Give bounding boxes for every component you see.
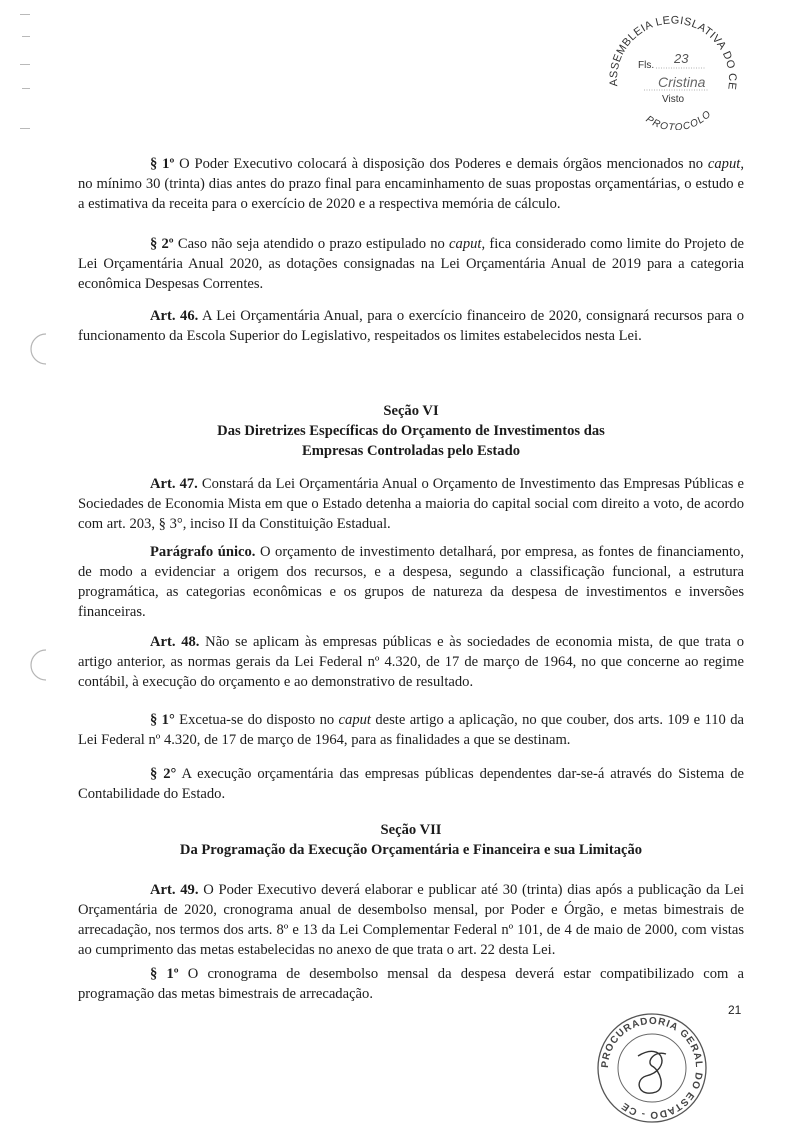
- seal-signature: [638, 1051, 666, 1093]
- stamp-signature: Cristina: [658, 74, 706, 90]
- paragraph-italic: caput: [449, 236, 482, 252]
- margin-mark: [20, 128, 30, 129]
- paragraph-italic: caput: [707, 156, 741, 172]
- paragraph-label: Art. 47.: [150, 476, 198, 492]
- paragraph: [78, 710, 744, 750]
- paragraph-text: A execução orçamentária das empresas públicas dependentes dar-se-á através do Sistema de Contabilidade do Estado.: [78, 766, 744, 802]
- paragraph: [78, 880, 744, 960]
- paragraph: [78, 764, 744, 804]
- paragraph: [78, 306, 744, 346]
- paragraph-label: Art. 48.: [150, 634, 200, 650]
- punch-hole-mark: [28, 646, 48, 686]
- section-title: Seção VI: [383, 403, 439, 419]
- paragraph-text: deste artigo a aplicação, no que couber, dos arts. 109 e 110 da Lei Federal nº 4.320, de 17 de março de 1964, para as finalidades a que se destinam.: [78, 712, 744, 748]
- paragraph-label: Art. 49.: [150, 882, 199, 898]
- paragraph-label: Art. 46.: [150, 308, 199, 324]
- margin-mark: [22, 88, 30, 89]
- seal-ring-text: PROCURADORIA GERAL DO ESTADO - CE: [599, 1015, 705, 1121]
- paragraph: [78, 542, 744, 622]
- stamp-fls-label: Fls.: [638, 60, 655, 71]
- paragraph-label: Parágrafo único.: [150, 544, 256, 560]
- page-number: 21: [728, 1003, 742, 1017]
- paragraph-text: , fica considerado como limite do Projeto de Lei Orçamentária Anual 2020, as dotações consignadas na Lei Orçamentária Anual de 2019 para a categoria econômica Despesas Correntes.: [78, 236, 745, 292]
- paragraph-text: O cronograma de desembolso mensal da despesa deverá estar compatibilizado com a programação das metas bimestrais de arrecadação.: [78, 966, 744, 1002]
- paragraph-label: § 1º: [150, 156, 175, 172]
- section-subtitle: Das Diretrizes Específicas do Orçamento de Investimentos das: [217, 423, 605, 439]
- paragraph-text: O Poder Executivo deverá elaborar e publicar até 30 (trinta) dias após a publicação da Lei Orçamentária de 2020, cronograma anual de desembolso mensal, por Poder e Órgão, e metas bimestrais de arrecadação, nos termos dos arts. 8º e 13 da Lei Complementar Federal nº 101, de 4 de maio de 2000, com vistas ao cumprimento das metas estabelecidas no anexo de que trata o art. 22 desta Lei.: [78, 882, 745, 958]
- paragraph-text: A Lei Orçamentária Anual, para o exercício financeiro de 2020, consignará recursos para o funcionamento da Escola Superior do Legislativo, respeitados os limites estabelecidos nesta Lei.: [78, 308, 744, 344]
- paragraph: [78, 474, 744, 534]
- paragraph: [78, 154, 744, 214]
- paragraph-label: § 1°: [150, 712, 175, 728]
- margin-mark: [20, 64, 30, 65]
- paragraph-text: Caso não seja atendido o prazo estipulado no: [173, 236, 450, 252]
- margin-mark: [22, 36, 30, 37]
- stamp-ring-bottom: PROTOCOLO: [643, 108, 714, 130]
- section-subtitle: Empresas Controladas pelo Estado: [302, 443, 520, 459]
- section-title: Seção VII: [380, 822, 442, 838]
- section-heading: [78, 820, 744, 860]
- paragraph-text: O orçamento de investimento detalhará, por empresa, as fontes de financiamento, de modo a evidenciar a origem dos recursos, e a despesa, segundo a classificação funcional, a estrutura programática, as categorias econômicas e os grupos de natureza da despesa de investimentos e inversões financeiras.: [78, 544, 744, 620]
- paragraph: [78, 632, 744, 692]
- paragraph-italic: caput: [338, 712, 371, 728]
- paragraph: [78, 234, 744, 294]
- stamp-fls-value: 23: [674, 51, 689, 66]
- paragraph-label: § 1º: [150, 966, 179, 982]
- paragraph-text: , no mínimo 30 (trinta) dias antes do prazo final para encaminhamento de suas propostas orçamentárias, o estudo e a estimativa da receita para o exercício de 2020 e a respectiva memória de cálculo.: [78, 156, 744, 212]
- protocol-stamp: [600, 10, 745, 135]
- section-subtitle: Da Programação da Execução Orçamentária e Financeira e sua Limitação: [179, 842, 643, 858]
- stamp-visto-label: Visto: [662, 94, 685, 105]
- paragraph-label: § 2º: [150, 236, 174, 252]
- svg-text:PROCURADORIA GERAL DO ESTADO -: [600, 1016, 704, 1120]
- paragraph-text: Constará da Lei Orçamentária Anual o Orçamento de Investimento das Empresas Públicas e Sociedades de Economia Mista em que o Estado detenha a maioria do capital social com direito a voto, de acordo com art. 203, § 3°, inciso II da Constituição Estadual.: [78, 476, 745, 532]
- paragraph-label: § 2°: [150, 766, 177, 782]
- margin-mark: [20, 14, 30, 15]
- paragraph-text: Não se aplicam às empresas públicas e às sociedades de economia mista, de que trata o artigo anterior, as normas gerais da Lei Federal nº 4.320, de 17 de março de 1964, no que concerne ao regime contábil, à execução do orçamento e ao demonstrativo de resultado.: [78, 634, 744, 690]
- svg-text:PROTOCOLO: [644, 108, 714, 130]
- stamp-ring-top: ASSEMBLEIA LEGISLATIVA DO CE: [607, 14, 739, 91]
- section-heading: [78, 401, 744, 461]
- paragraph-text: O Poder Executivo colocará à disposição dos Poderes e demais órgãos mencionados no: [174, 156, 708, 172]
- paragraph-text: Excetua-se do disposto no: [174, 712, 339, 728]
- procuradoria-seal: [594, 1010, 710, 1131]
- paragraph: [78, 964, 744, 1004]
- punch-hole-mark: [28, 330, 48, 370]
